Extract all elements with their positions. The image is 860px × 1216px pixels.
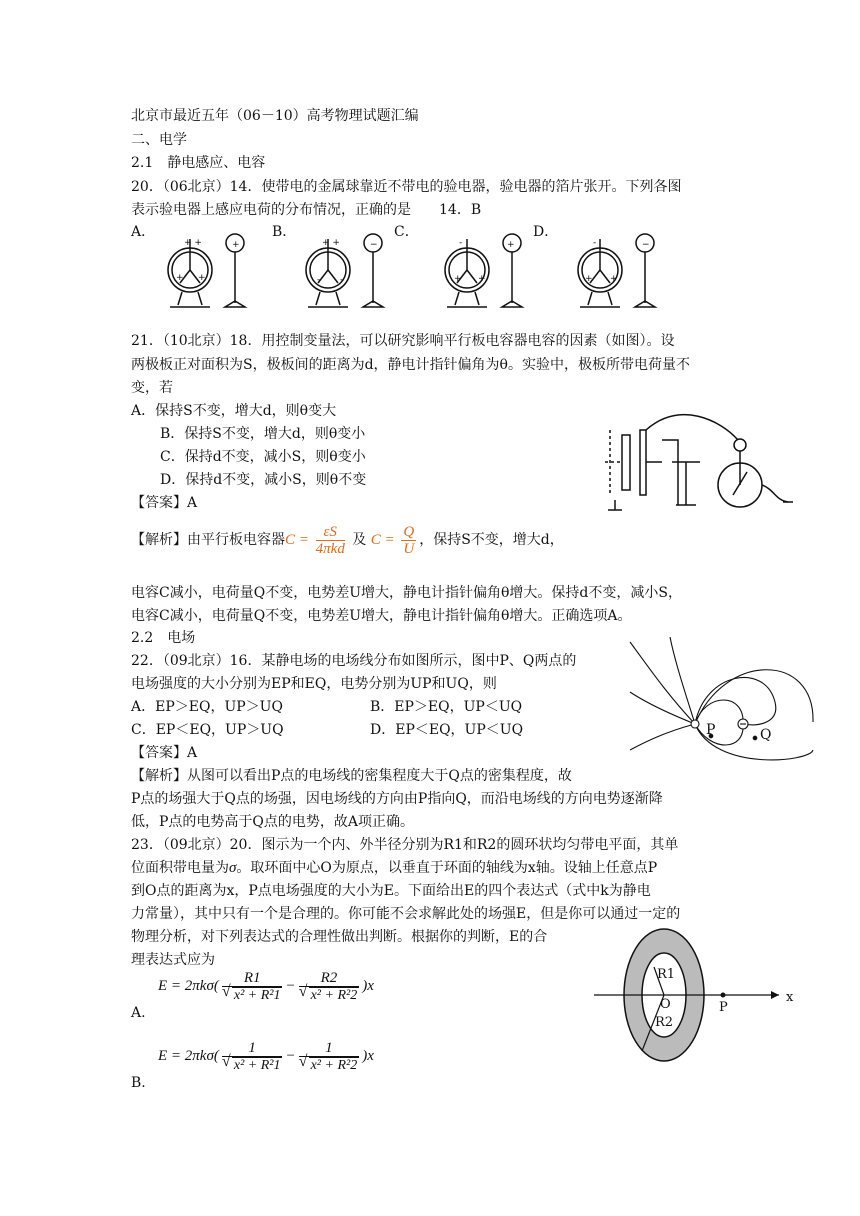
q21-option-c: C．保持d不变，减小S，则θ变小	[160, 449, 366, 465]
q22-explanation: P点的场强大于Q点的场强，因电场线的方向由P指向Q，而沿电场线的方向电势逐渐降	[131, 791, 663, 807]
formula-a: E = 2πkσ( R1 √ x² + R²1 − R2 √ x² + R²2 )x	[158, 968, 374, 1004]
q23-text: 物理分析，对下列表达式的合理性做出判断。根据你的判断，E的合	[131, 929, 548, 945]
q23-text: 23．（09北京）20．图示为一个内、外半径分别为R1和R2的圆环状均匀带电平面，其单	[131, 837, 679, 853]
point-p-label: P	[706, 722, 716, 738]
svg-text:+: +	[232, 240, 240, 250]
formula-b: E = 2πkσ( 1 √ x² + R²1 − 1 √ x² + R²2 )x	[158, 1038, 374, 1074]
q20-option-a: A．	[131, 224, 156, 240]
q21-option-d: D．保持d不变，减小S，则θ不变	[160, 472, 367, 488]
and-text: 及	[352, 532, 367, 548]
q22-explanation: 低，P点的电势高于Q点的电势，故A项正确。	[131, 814, 415, 830]
q23-option-b: B.	[131, 1075, 146, 1091]
point-q-label: Q	[760, 727, 772, 743]
q20-text: 表示验电器上感应电荷的分布情况，正确的是 14．B	[131, 202, 482, 218]
explanation-tail: ，保持S不变，增大d，	[419, 532, 564, 548]
svg-text:+: +	[454, 274, 462, 284]
capacitor-apparatus-figure	[600, 410, 800, 520]
q23-text: 力常量），其中只有一个是合理的。你可能不会求解此处的场强E，但是你可以通过一定的	[131, 906, 681, 922]
svg-text:+: +	[585, 274, 593, 284]
q22-option-b: B．EP＞EQ，UP＜UQ	[370, 699, 523, 715]
section-heading: 二、电学	[131, 132, 187, 148]
q21-option-b: B．保持S不变，增大d，则θ变小	[160, 426, 366, 442]
q23-text: 位面积带电量为σ。取环面中心O为原点，以垂直于环面的轴线为x轴。设轴上任意点P	[131, 860, 658, 876]
explanation-label: 【解析】由平行板电容器	[131, 532, 285, 548]
q21-explanation	[131, 520, 564, 560]
svg-text:-: -	[340, 275, 344, 285]
q20-option-d: D．	[533, 224, 559, 240]
svg-text:−: −	[370, 240, 378, 250]
svg-text:−: −	[642, 240, 650, 250]
q20-option-c: C．	[394, 224, 419, 240]
charged-ring-figure	[594, 925, 794, 1065]
x-axis-label: x	[786, 990, 794, 1005]
q22-answer: 【答案】A	[131, 745, 198, 761]
page-title: 北京市最近五年（06－10）高考物理试题汇编	[131, 108, 419, 124]
svg-text:+: +	[198, 273, 206, 283]
q21-answer: 【答案】A	[131, 495, 198, 511]
q22-explanation: 【解析】从图可以看出P点的电场线的密集程度大于Q点的密集程度，故	[131, 768, 572, 784]
q20-text: 20．（06北京）14．使带电的金属球靠近不带电的验电器，验电器的箔片张开。下列各图	[131, 179, 682, 195]
svg-text:-: -	[459, 238, 463, 248]
r2-label: R2	[655, 1015, 674, 1030]
svg-text:+: +	[478, 274, 486, 284]
q20-option-b: B．	[272, 224, 297, 240]
field-lines-figure	[625, 632, 815, 762]
q22-option-c: C．EP＜EQ，UP＞UQ	[131, 722, 284, 738]
q22-text: 电场强度的大小分别为EP和EQ，电势分别为UP和UQ，则	[131, 676, 497, 692]
q22-option-d: D．EP＜EQ，UP＜UQ	[370, 722, 524, 738]
q21-text: 两极板正对面积为S，极板间的距离为d，静电计指针偏角为θ。实验中，极板所带电荷量不	[131, 357, 690, 373]
subsection-heading: 2.2 电场	[131, 630, 196, 646]
origin-o-label: O	[660, 997, 671, 1012]
point-p-label: P	[719, 1000, 728, 1015]
svg-text:+: +	[507, 240, 515, 250]
electroscope-figures	[150, 225, 670, 320]
svg-text:+: +	[610, 274, 618, 284]
q23-text: 理表达式应为	[131, 952, 215, 968]
q21-option-a: A．保持S不变，增大d，则θ变大	[131, 403, 337, 419]
capacitance-formula: C = $\frac{\varepsilon S}{\text{4πkd}}$	[285, 524, 345, 558]
q21-explanation: 电容C减小，电荷量Q不变，电势差U增大，静电计指针偏角θ增大。保持d不变，减小S，	[131, 585, 682, 601]
sigma-symbol: σ	[229, 860, 237, 876]
subsection-heading: 2.1 静电感应、电容	[131, 155, 266, 171]
q22-option-a: A．EP＞EQ，UP＞UQ	[131, 699, 283, 715]
q23-text: 到O点的距离为x，P点电场强度的大小为E。下面给出E的四个表达式（式中k为静电	[131, 883, 651, 899]
svg-text:+ +: + +	[322, 238, 340, 248]
q21-explanation: 电容C减小，电荷量Q不变，电势差U增大，静电计指针偏角θ增大。正确选项A。	[131, 608, 632, 624]
q21-text: 变，若	[131, 380, 173, 396]
q23-option-a: A.	[131, 1005, 146, 1021]
q21-text: 21．（10北京）18．用控制变量法，可以研究影响平行板电容器电容的因素（如图）。设	[131, 333, 675, 349]
svg-text:+ +: + +	[184, 238, 202, 248]
svg-text:+: +	[176, 273, 184, 283]
charge-formula: C = $\frac{Q}{U}$	[370, 524, 415, 558]
q22-text: 22．（09北京）16．某静电场的电场线分布如图所示，图中P、Q两点的	[131, 653, 577, 669]
svg-text:-: -	[317, 275, 321, 285]
svg-text:-: -	[593, 238, 597, 248]
r1-label: R1	[657, 967, 676, 982]
